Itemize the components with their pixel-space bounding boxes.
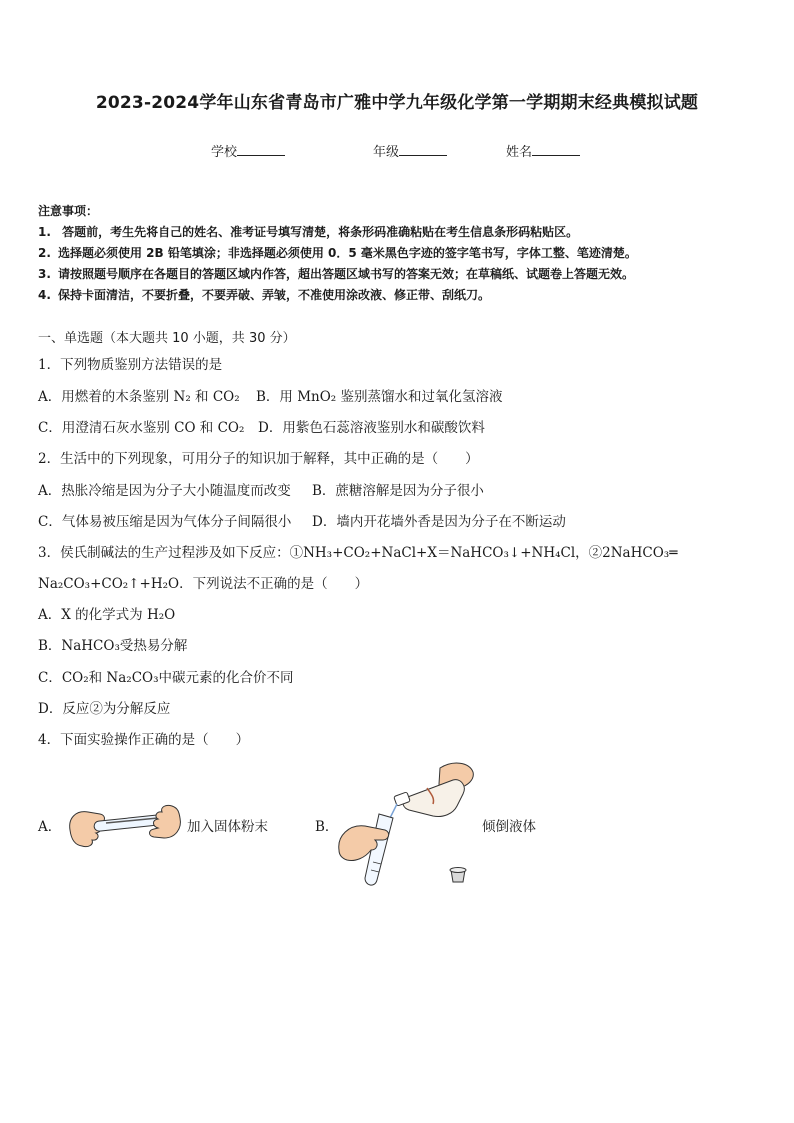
note-text: 保持卡面清洁，不要折叠，不要弄破、弄皱，不准使用涂改液、修正带、刮纸刀。 — [58, 288, 491, 302]
question-3-option-d: D．反应②为分解反应 — [38, 701, 171, 717]
question-2-options-cd — [38, 510, 566, 530]
school-label: 学校 — [211, 145, 238, 160]
note-text: 请按照题号顺序在各题目的答题区域内作答，超出答题区域书写的答案无效；在草稿纸、试题卷上答题无效。 — [58, 267, 635, 281]
question-3-option-a: A．X 的化学式为 H₂O — [38, 607, 176, 623]
note-number: 2. — [38, 246, 51, 260]
question-4-option-b-label: B． — [315, 819, 339, 835]
question-2-stem: 2．生活中的下列现象，可用分子的知识加于解释，其中正确的是（ ） — [38, 451, 479, 467]
grade-field — [373, 141, 447, 160]
question-3-option-c: C．CO₂和 Na₂CO₃中碳元素的化合价不同 — [38, 670, 294, 686]
question-1-option-b: B．用 MnO₂ 鉴别蒸馏水和过氧化氢溶液 — [256, 389, 503, 405]
note-item — [38, 285, 758, 306]
question-1-option-c: C．用澄清石灰水鉴别 CO 和 CO₂ — [38, 420, 245, 436]
pour-liquid-illustration — [335, 758, 480, 890]
grade-blank — [399, 143, 447, 156]
grade-label: 年级 — [373, 145, 400, 160]
note-text: 选择题必须使用 2B 铅笔填涂；非选择题必须使用 0．5 毫米黑色字迹的签字笔书写，字体工整、笔迹清楚。 — [58, 246, 637, 260]
question-4-option-a-caption: 加入固体粉末 — [187, 819, 268, 835]
question-1-options-cd — [38, 416, 485, 436]
exam-title: 2023-2024学年山东省青岛市广雅中学九年级化学第一学期期末经典模拟试题 — [95, 93, 699, 113]
note-text: 答题前，考生先将自己的姓名、准考证号填写清楚，将条形码准确粘贴在考生信息条形码粘贴区。 — [58, 225, 579, 239]
section-heading: 一、单选题（本大题共 10 小题，共 30 分） — [38, 331, 296, 346]
question-2-option-d: D．墙内开花墙外香是因为分子在不断运动 — [312, 514, 566, 530]
note-number: 1. — [38, 225, 51, 239]
question-4-stem: 4．下面实验操作正确的是（ ） — [38, 732, 250, 748]
add-solid-powder-illustration — [66, 800, 184, 850]
question-2-option-a: A．热胀冷缩是因为分子大小随温度而改变 — [38, 483, 291, 499]
notes-heading: 注意事项： — [38, 204, 99, 218]
school-field — [211, 141, 285, 160]
question-2-option-c: C．气体易被压缩是因为气体分子间隔很小 — [38, 514, 292, 530]
question-1-option-a: A．用燃着的木条鉴别 N₂ 和 CO₂ — [38, 389, 240, 405]
student-info-row — [0, 141, 794, 161]
name-label: 姓名 — [506, 145, 533, 160]
question-1-option-d: D．用紫色石蕊溶液鉴别水和碳酸饮料 — [258, 420, 485, 436]
note-item — [38, 243, 758, 264]
name-blank — [532, 143, 580, 156]
question-1-stem: 1．下列物质鉴别方法错误的是 — [38, 357, 223, 373]
note-number: 4. — [38, 288, 51, 302]
note-item — [38, 222, 758, 243]
name-field — [506, 141, 580, 160]
school-blank — [237, 143, 285, 156]
question-4-option-b-caption: 倾倒液体 — [482, 819, 536, 835]
question-3-stem-line-2: Na₂CO₃+CO₂↑+H₂O．下列说法不正确的是（ ） — [38, 576, 369, 592]
notes-block — [38, 201, 758, 306]
question-1-options-ab — [38, 385, 503, 405]
question-2-options-ab — [38, 479, 484, 499]
question-3-option-b: B．NaHCO₃受热易分解 — [38, 638, 188, 654]
note-number: 3. — [38, 267, 51, 281]
question-4-option-a-label: A． — [38, 819, 62, 835]
question-3-stem-line-1: 3．侯氏制碱法的生产过程涉及如下反应：①NH₃+CO₂+NaCl+X＝NaHCO₃↓+NH₄Cl，②2NaHCO₃═ — [38, 545, 678, 561]
note-item — [38, 264, 758, 285]
question-2-option-b: B．蔗糖溶解是因为分子很小 — [312, 483, 484, 499]
